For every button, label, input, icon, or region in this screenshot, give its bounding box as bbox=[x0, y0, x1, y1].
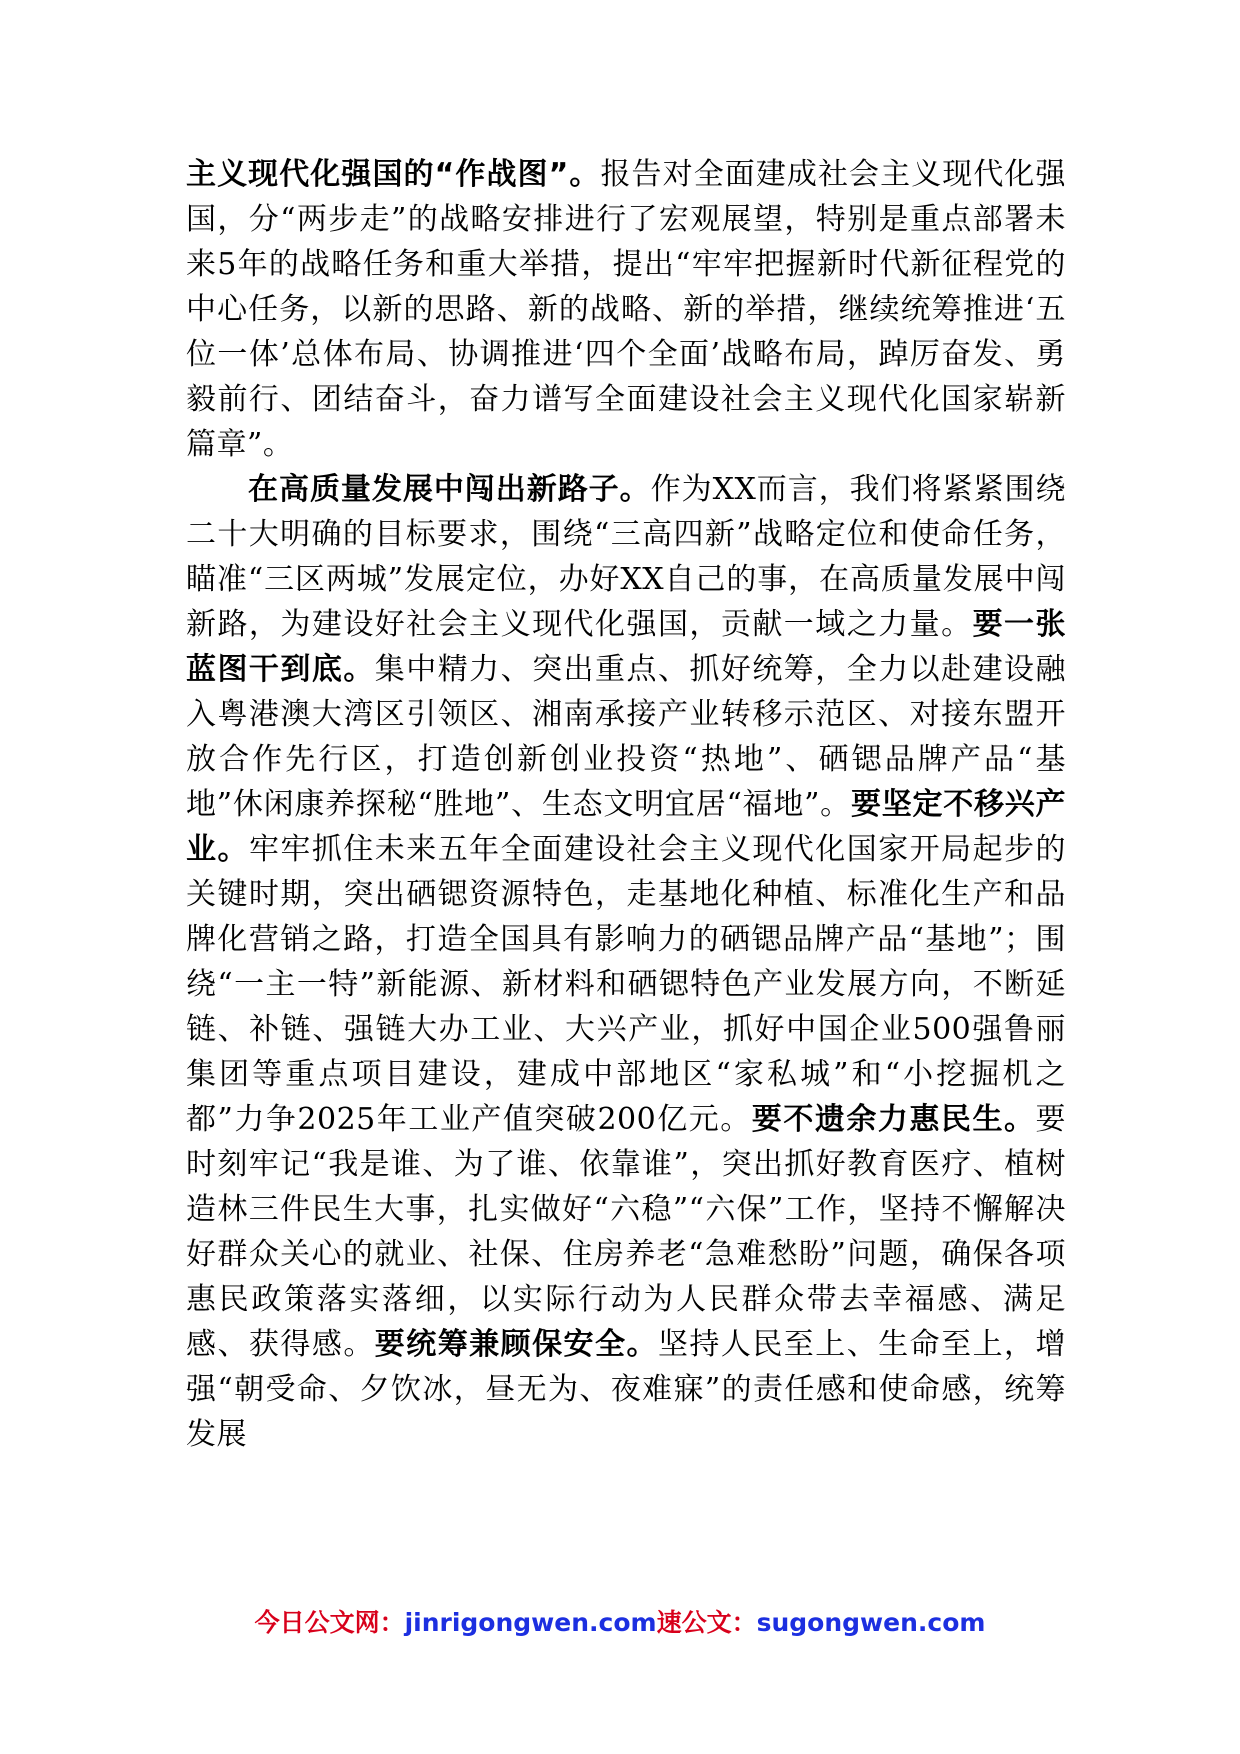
body-text: 集中精力、突出重点、抓好统筹，全力以赴建设融入粤港澳大湾区引领区、湘南承接产业转移示范区、对接东盟开放合作先行区，打造创新创业投资“热地”、硒锶品牌产品“基地”休闲康养探秘“胜地”、生态文明宜居“福地”。 bbox=[186, 652, 1067, 822]
bold-heading: 在高质量发展中闯出新路子。 bbox=[248, 472, 651, 507]
footer-site1-url[interactable]: jinrigongwen.com bbox=[404, 1608, 657, 1637]
bold-phrase: 要统筹兼顾保安全。 bbox=[374, 1327, 658, 1362]
paragraph-2 bbox=[186, 467, 1066, 1457]
paragraph-1 bbox=[186, 152, 1066, 467]
body-text: 报告对全面建成社会主义现代化强国，分“两步走”的战略安排进行了宏观展望，特别是重点部署未来5年的战略任务和重大举措，提出“牢牢把握新时代新征程党的中心任务，以新的思路、新的战略、新的举措，继续统筹推进‘五位一体’总体布局、协调推进‘四个全面’战略布局，踔厉奋发、勇毅前行、团结奋斗，奋力谱写全面建设社会主义现代化国家崭新篇章”。 bbox=[186, 157, 1066, 462]
bold-phrase: 要坚定不移兴产业。 bbox=[186, 787, 1067, 867]
bold-phrase: 主义现代化强国的“作战图”。 bbox=[186, 157, 601, 192]
footer-site2-url[interactable]: sugongwen.com bbox=[756, 1608, 986, 1637]
footer-site1-name: 今日公文网： bbox=[254, 1608, 405, 1637]
body-text: 要时刻牢记“我是谁、为了谁、依靠谁”，突出抓好教育医疗、植树造林三件民生大事，扎实做好“六稳”“六保”工作，坚持不懈解决好群众关心的就业、社保、住房养老“急难愁盼”问题，确保各项惠民政策落实落细，以实际行动为人民群众带去幸福感、满足感、获得感。 bbox=[186, 1102, 1066, 1362]
body-text: 作为XX而言，我们将紧紧围绕二十大明确的目标要求，围绕“三高四新”战略定位和使命任务，瞄准“三区两城”发展定位，办好XX自己的事，在高质量发展中闯新路，为建设好社会主义现代化强国，贡献一域之力量。 bbox=[186, 472, 1067, 642]
body-text: 坚持人民至上、生命至上，增强“朝受命、夕饮冰，昼无为、夜难寐”的责任感和使命感，统筹发展 bbox=[186, 1327, 1067, 1452]
footer-watermark bbox=[0, 1603, 1240, 1639]
bold-phrase: 要一张蓝图干到底。 bbox=[186, 607, 1067, 687]
footer-site2-name: 速公文： bbox=[656, 1608, 757, 1637]
bold-phrase: 要不遗余力惠民生。 bbox=[751, 1102, 1036, 1137]
document-body bbox=[186, 152, 1066, 1457]
body-text: 牢牢抓住未来五年全面建设社会主义现代化国家开局起步的关键时期，突出硒锶资源特色，走基地化种植、标准化生产和品牌化营销之路，打造全国具有影响力的硒锶品牌产品“基地”；围绕“一主一特”新能源、新材料和硒锶特色产业发展方向，不断延链、补链、强链大办工业、大兴产业，抓好中国企业500强鲁丽集团等重点项目建设，建成中部地区“家私城”和“小挖掘机之都”力争2025年工业产值突破200亿元。 bbox=[186, 832, 1067, 1137]
